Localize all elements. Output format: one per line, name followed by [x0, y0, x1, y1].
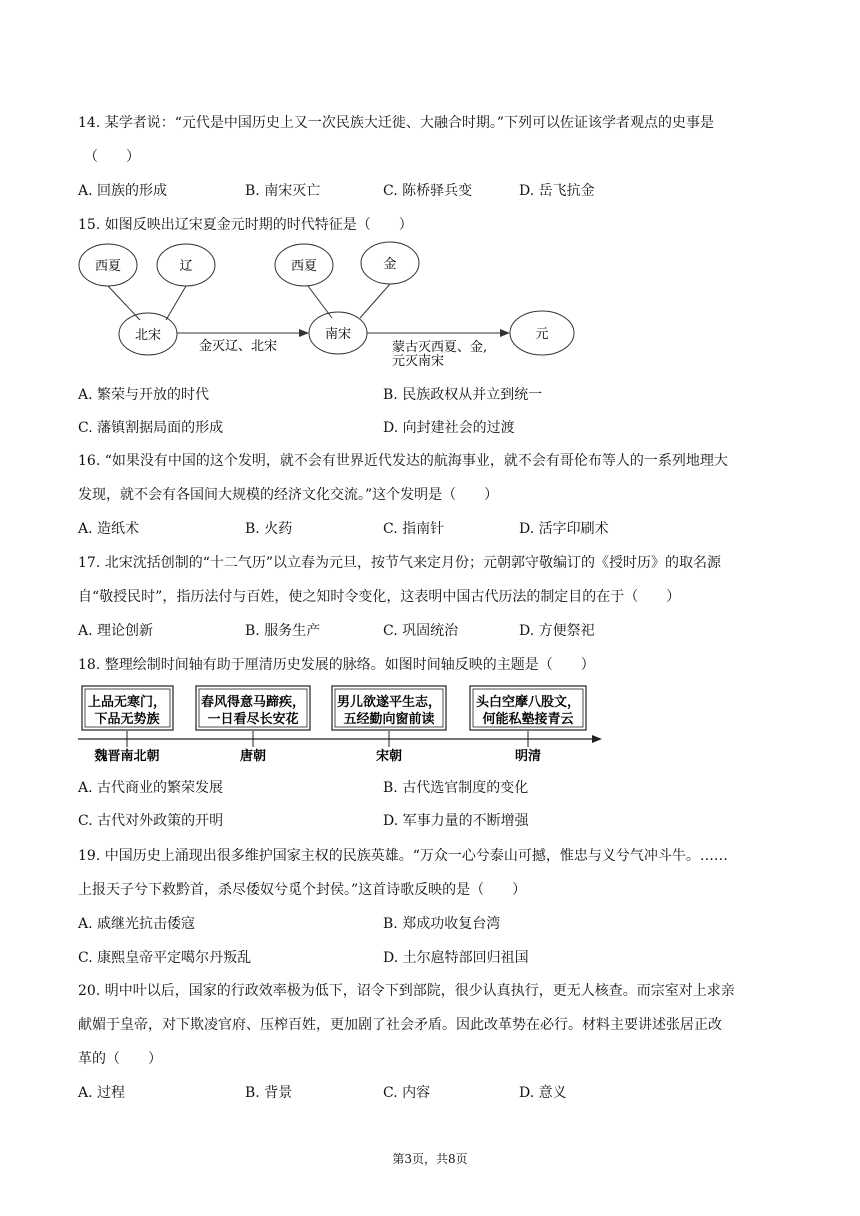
- q15-option-c[interactable]: C. 藩镇割据局面的形成: [78, 420, 224, 436]
- q17-option-d[interactable]: D. 方便祭祀: [519, 623, 595, 639]
- box4-line1: 头白空摩八股文，: [475, 695, 581, 710]
- q18-option-a[interactable]: A. 古代商业的繁荣发展: [78, 780, 224, 796]
- q16-option-d[interactable]: D. 活字印刷术: [519, 521, 609, 537]
- period-tang: 唐朝: [239, 749, 267, 764]
- box2-line1: 春风得意马蹄疾，: [200, 695, 306, 710]
- q20-stem-line2: 献媚于皇帝，对下欺凌官府、压榨百姓，更加剧了社会矛盾。因此改革势在必行。材料主要讲述张居正改: [78, 1017, 722, 1033]
- q17-stem-line1: 17. 北宋沈括创制的“十二气历”以立春为元旦，按节气来定月份；元朝郭守敬编订的《授时历》的取名源: [78, 555, 722, 571]
- q19-option-c[interactable]: C. 康熙皇帝平定噶尔丹叛乱: [78, 950, 252, 966]
- q20-stem-line1: 20. 明中叶以后，国家的行政效率极为低下，诏令下到部院，很少认真执行，更无人核查。而宗室对上求亲: [78, 983, 735, 999]
- q16-stem-line2: 发现，就不会有各国间大规模的经济文化交流。”这个发明是（ ）: [78, 487, 499, 503]
- q16-option-a[interactable]: A. 造纸术: [78, 521, 140, 537]
- q15-stem-line1: 15. 如图反映出辽宋夏金元时期的时代特征是（ ）: [78, 217, 413, 233]
- q20-option-d[interactable]: D. 意义: [519, 1085, 567, 1101]
- q19-stem-line2: 上报天子兮下救黔首，杀尽倭奴兮觅个封侯。”这首诗歌反映的是（ ）: [78, 882, 527, 898]
- arrow2-label-line1: 蒙古灭西夏、金,: [392, 340, 488, 355]
- q20-option-c[interactable]: C. 内容: [383, 1085, 431, 1101]
- q16-option-b[interactable]: B. 火药: [245, 521, 293, 537]
- q14-option-a[interactable]: A. 回族的形成: [78, 183, 168, 199]
- q14-option-d[interactable]: D. 岳飞抗金: [519, 183, 595, 199]
- node-jin: 金: [383, 257, 397, 272]
- box3-line1: 男儿欲遂平生志，: [336, 695, 442, 710]
- q14-stem-line2: （ ）: [84, 149, 140, 165]
- q19-stem-line1: 19. 中国历史上涌现出很多维护国家主权的民族英雄。“万众一心兮泰山可撼，惟忠与义兮气冲斗牛。……: [78, 848, 728, 864]
- q19-option-b[interactable]: B. 郑成功收复台湾: [383, 916, 501, 932]
- q16-stem-line1: 16. “如果没有中国的这个发明，就不会有世界近代发达的航海事业，就不会有哥伦布等人的一系列地理大: [78, 453, 728, 469]
- q14-stem-line1: 14. 某学者说：“元代是中国历史上又一次民族大迁徙、大融合时期。”下列可以佐证该学者观点的史事是: [78, 115, 715, 131]
- q17-option-a[interactable]: A. 理论创新: [78, 623, 154, 639]
- q18-stem-line1: 18. 整理绘制时间轴有助于厘清历史发展的脉络。如图时间轴反映的主题是（ ）: [78, 657, 595, 673]
- q15-option-b[interactable]: B. 民族政权从并立到统一: [383, 387, 543, 403]
- q18-timeline: [76, 684, 606, 764]
- q14-option-c[interactable]: C. 陈桥驿兵变: [383, 183, 473, 199]
- q14-option-b[interactable]: B. 南宋灭亡: [245, 183, 321, 199]
- q18-option-d[interactable]: D. 军事力量的不断增强: [383, 813, 529, 829]
- period-song: 宋朝: [375, 749, 403, 764]
- node-yuan: 元: [535, 327, 549, 342]
- node-xixia-2: 西夏: [290, 259, 318, 274]
- arrow2-label-line2: 元灭南宋: [392, 354, 445, 369]
- q19-option-d[interactable]: D. 土尔扈特部回归祖国: [383, 950, 529, 966]
- node-beisong: 北宋: [134, 328, 162, 343]
- arrow1-label: 金灭辽、北宋: [199, 339, 278, 354]
- q15-dynasty-diagram: [76, 238, 576, 370]
- q20-option-a[interactable]: A. 过程: [78, 1085, 126, 1101]
- node-xixia-1: 西夏: [94, 259, 122, 274]
- period-weijin: 魏晋南北朝: [94, 749, 160, 764]
- node-nansong: 南宋: [324, 327, 352, 342]
- q17-option-c[interactable]: C. 巩固统治: [383, 623, 459, 639]
- box1-line1: 上品无寒门，: [87, 695, 167, 710]
- q19-option-a[interactable]: A. 戚继光抗击倭寇: [78, 916, 196, 932]
- q15-option-d[interactable]: D. 向封建社会的过渡: [383, 420, 515, 436]
- q15-option-a[interactable]: A. 繁荣与开放的时代: [78, 387, 210, 403]
- box4-line2: 何能私塾接青云: [482, 712, 574, 727]
- period-mingqing: 明清: [514, 749, 542, 764]
- q20-option-b[interactable]: B. 背景: [245, 1085, 293, 1101]
- node-liao: 辽: [179, 259, 193, 274]
- box2-line2: 一日看尽长安花: [207, 712, 299, 727]
- q18-option-c[interactable]: C. 古代对外政策的开明: [78, 813, 224, 829]
- q18-option-b[interactable]: B. 古代选官制度的变化: [383, 780, 529, 796]
- q17-option-b[interactable]: B. 服务生产: [245, 623, 321, 639]
- box1-line2: 下品无势族: [94, 712, 160, 727]
- page-footer: 第3页，共8页: [392, 1152, 468, 1166]
- q16-option-c[interactable]: C. 指南针: [383, 521, 445, 537]
- box3-line2: 五经勤向窗前读: [343, 712, 435, 727]
- q17-stem-line2: 自“敬授民时”，指历法付与百姓，使之知时令变化，这表明中国古代历法的制定目的在于（ ）: [78, 589, 681, 605]
- q20-stem-line3: 革的（ ）: [78, 1051, 162, 1067]
